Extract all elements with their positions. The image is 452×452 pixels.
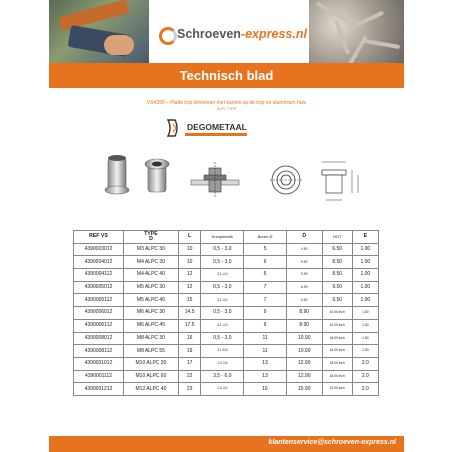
table-row (74, 256, 379, 269)
cell-d: 4.90 (286, 243, 322, 256)
cell-boren: 6 (244, 256, 286, 269)
cell-d: 5.90 (286, 269, 322, 282)
specification-table (73, 230, 379, 396)
col-type-label: TYPE D (144, 230, 158, 242)
cell-boren: 6 (244, 269, 286, 282)
cell-l: 15 (178, 294, 200, 307)
cell-type: M5 ALPC 30 (123, 281, 178, 294)
cell-k: 6.50 (322, 243, 352, 256)
col-krimpbereik: Krimpbereik (201, 231, 244, 244)
cell-l: 14.5 (178, 307, 200, 320)
datasheet-page (49, 0, 404, 452)
cell-k: 16.00 inch (322, 332, 352, 345)
cell-type: M10 ALPC 60 (123, 370, 178, 383)
cell-type: M6 ALPC 30 (123, 307, 178, 320)
cell-e: 2.0 (352, 357, 378, 370)
table-row (74, 332, 379, 345)
table-body (74, 243, 379, 395)
cell-k: 8.50 (322, 269, 352, 282)
cell-boren: 9 (244, 319, 286, 332)
installed-diagram (191, 162, 239, 198)
cell-l: 10 (178, 243, 200, 256)
cell-e: 1.00 (352, 269, 378, 282)
col-boren: Boren Ø (244, 231, 286, 244)
table-row (74, 319, 379, 332)
cell-d: 10.90 (286, 332, 322, 345)
cell-l: 19 (178, 345, 200, 358)
cell-ref: 4390006112 (74, 319, 124, 332)
product-title: VS4390 – Platte kop klinkmoer met kartels op de kop en aluminium huls (146, 100, 307, 106)
title-banner (49, 63, 404, 88)
cell-klem: 0,5 - 3,0 (201, 307, 244, 320)
cell-ref: 4390004012 (74, 256, 124, 269)
cell-l: 17.5 (178, 319, 200, 332)
cell-ref: 4390006012 (74, 307, 124, 320)
cell-type: M4 ALPC 30 (123, 256, 178, 269)
cell-d: 6.90 (286, 281, 322, 294)
cell-klem: 1,0-3,5 (201, 357, 244, 370)
cell-klem: 3,5 - 6,0 (201, 370, 244, 383)
cell-e: 1.00 (352, 281, 378, 294)
cell-l: 16 (178, 332, 200, 345)
table-row (74, 307, 379, 320)
cell-e: 1.00 (352, 243, 378, 256)
col-d: D (286, 231, 322, 244)
cell-d: 10.90 (286, 345, 322, 358)
cell-k: 18.00 inch (322, 370, 352, 383)
cell-boren: 11 (244, 345, 286, 358)
cell-boren: 9 (244, 307, 286, 320)
cell-k: 8.50 (322, 256, 352, 269)
brand-suffix: -express.nl (240, 27, 307, 41)
footer-bar (49, 436, 404, 452)
cell-ref: 4390005012 (74, 281, 124, 294)
cell-boren: 7 (244, 294, 286, 307)
cell-type: M3 ALPC 30 (123, 243, 178, 256)
brand-name: DEGOMETAAL (187, 122, 247, 132)
cell-l: 17 (178, 357, 200, 370)
col-type (123, 231, 178, 244)
brand-text (177, 27, 307, 41)
header-screws-photo (309, 0, 404, 63)
dimension-drawing (322, 162, 358, 200)
cell-d: 12.90 (286, 370, 322, 383)
cell-d: 12.90 (286, 357, 322, 370)
product-images (96, 150, 366, 210)
cell-d: 6.90 (286, 294, 322, 307)
cell-ref: 4390001212 (74, 383, 124, 396)
cell-e: 1.00 (352, 294, 378, 307)
page-title: Technisch blad (179, 68, 274, 83)
col-l: L (178, 231, 200, 244)
cell-e: 1.50 (352, 319, 378, 332)
cell-klem: 0,5 - 3,0 (201, 332, 244, 345)
cell-d: 8.90 (286, 307, 322, 320)
table-row (74, 357, 379, 370)
cell-boren: 16 (244, 383, 286, 396)
col-e: E (352, 231, 378, 244)
cell-k: 18.00 inch (322, 357, 352, 370)
cell-klem: 0,5 - 3,0 (201, 243, 244, 256)
cell-klem: 3,1-5,5 (201, 345, 244, 358)
cell-type: M5 ALPC 40 (123, 294, 178, 307)
table-row (74, 383, 379, 396)
table-row (74, 294, 379, 307)
cell-d: 15.90 (286, 383, 322, 396)
cell-ref: 4390005112 (74, 294, 124, 307)
table-row (74, 281, 379, 294)
cell-k: 9.50 (322, 281, 352, 294)
col-ref: REF VS (74, 231, 124, 244)
col-k: HOT (322, 231, 352, 244)
cell-ref: 4390001012 (74, 357, 124, 370)
brand-main: Schroeven (177, 27, 241, 41)
cell-d: 8.90 (286, 319, 322, 332)
cell-k: 16.00 inch (322, 345, 352, 358)
cell-type: M8 ALPC 30 (123, 332, 178, 345)
cell-k: 10.00 inch (322, 319, 352, 332)
cell-boren: 7 (244, 281, 286, 294)
cell-klem: 3,1-4,0 (201, 319, 244, 332)
cell-d: 5.90 (286, 256, 322, 269)
cell-boren: 13 (244, 357, 286, 370)
table-row (74, 269, 379, 282)
cell-boren: 5 (244, 243, 286, 256)
cell-e: 1.00 (352, 256, 378, 269)
cell-e: 1.50 (352, 345, 378, 358)
cell-ref: 4390004112 (74, 269, 124, 282)
cell-type: M12 ALPC 40 (123, 383, 178, 396)
cell-klem: 0,5 - 3,0 (201, 256, 244, 269)
table-row (74, 345, 379, 358)
table-header-row (74, 231, 379, 244)
cell-type: M8 ALPC 55 (123, 345, 178, 358)
cell-klem: 0,5 - 3,0 (201, 281, 244, 294)
cell-boren: 11 (244, 332, 286, 345)
cell-klem: 1,0-4,0 (201, 383, 244, 396)
cell-l: 23 (178, 383, 200, 396)
cell-type: M4 ALPC 40 (123, 269, 178, 282)
cell-ref: 4390003012 (74, 243, 124, 256)
brand-underline (185, 133, 247, 136)
cell-type: M10 ALPC 30 (123, 357, 178, 370)
rivet-nut-top-photo (145, 159, 169, 192)
cell-e: 2.0 (352, 370, 378, 383)
rivet-nut-side-photo (105, 155, 129, 194)
cell-l: 12 (178, 269, 200, 282)
product-code: ALPC TYPE (216, 107, 237, 111)
cell-e: 1.50 (352, 332, 378, 345)
cell-e: 1.50 (352, 307, 378, 320)
table-row (74, 243, 379, 256)
cell-klem: 3,1-4,0 (201, 294, 244, 307)
degometaal-logo-icon (166, 118, 180, 138)
brand-mark-icon (159, 27, 177, 45)
cell-k: 22.00 inch (322, 383, 352, 396)
cell-ref: 4390001112 (74, 370, 124, 383)
cell-l: 10 (178, 256, 200, 269)
cell-l: 12 (178, 281, 200, 294)
brand-logo (149, 0, 309, 63)
cell-ref: 4390008012 (74, 332, 124, 345)
cell-boren: 13 (244, 370, 286, 383)
cell-ref: 4390008112 (74, 345, 124, 358)
cell-k: 9.50 (322, 294, 352, 307)
footer-email[interactable]: klantenservice@schroeven-express.nl (268, 439, 396, 446)
table-row (74, 370, 379, 383)
top-view-diagram (270, 166, 302, 194)
header-tools-photo (49, 0, 149, 63)
cell-e: 2.0 (352, 383, 378, 396)
cell-klem: 3,1-4,0 (201, 269, 244, 282)
cell-l: 22 (178, 370, 200, 383)
cell-type: M6 ALPC 45 (123, 319, 178, 332)
cell-k: 10.00 inch (322, 307, 352, 320)
